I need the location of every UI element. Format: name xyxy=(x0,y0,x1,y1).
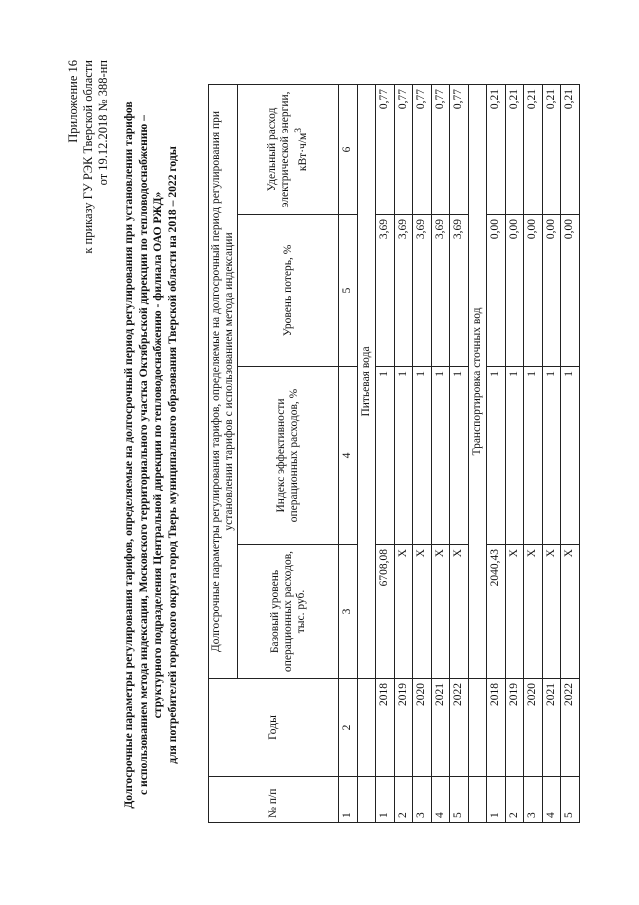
row-loss-level: 3,69 xyxy=(450,215,469,367)
row-base-opex: X xyxy=(394,545,413,679)
header-base-opex: Базовый уровень операционных расходов, тыс. руб. xyxy=(238,545,339,679)
row-energy-consumption: 0,77 xyxy=(376,84,395,214)
header-efficiency-index: Индекс эффективности операционных расходов, % xyxy=(238,367,339,545)
row-year: 2019 xyxy=(394,679,413,777)
row-energy-consumption: 0,21 xyxy=(505,84,524,214)
row-energy-consumption: 0,21 xyxy=(524,84,543,214)
row-energy-consumption: 0,21 xyxy=(542,84,561,214)
row-energy-consumption: 0,77 xyxy=(394,84,413,214)
table-row xyxy=(376,84,395,822)
section-title: Питьевая вода xyxy=(357,84,376,678)
row-year: 2022 xyxy=(450,679,469,777)
section-empty-cell xyxy=(468,777,487,823)
row-number: 3 xyxy=(524,777,543,823)
appendix-order: к приказу ГУ РЭК Тверской области xyxy=(81,60,95,254)
table-row xyxy=(413,84,432,822)
numbering-cell: 1 xyxy=(339,777,358,823)
table-row xyxy=(431,84,450,822)
title-line-1: Долгосрочные параметры регулирования тарифов, определяемые на долгосрочный период регулирования при установлении тарифов xyxy=(122,101,135,809)
table-row xyxy=(561,84,580,822)
row-energy-consumption: 0,77 xyxy=(450,84,469,214)
table-row xyxy=(450,84,469,822)
appendix-header xyxy=(66,60,111,254)
row-base-opex: 2040,43 xyxy=(487,545,506,679)
row-base-opex: X xyxy=(561,545,580,679)
header-energy-consumption xyxy=(238,84,339,214)
table-row xyxy=(524,84,543,822)
title-line-4: для потребителей городского округа город Тверь муниципального образования Тверской области на 2018 – 2022 годы xyxy=(165,146,179,764)
row-year: 2021 xyxy=(431,679,450,777)
row-base-opex: X xyxy=(542,545,561,679)
table-row xyxy=(487,84,506,822)
row-energy-consumption: 0,21 xyxy=(487,84,506,214)
section-title: Транспортировка сточных вод xyxy=(468,84,487,678)
header-loss-level: Уровень потерь, % xyxy=(238,215,339,367)
row-year: 2018 xyxy=(376,679,395,777)
numbering-cell: 5 xyxy=(339,215,358,367)
header-energy-text: Удельный расход электрической энергии, кВт·ч/м xyxy=(266,91,309,208)
numbering-row xyxy=(339,84,358,822)
document-title xyxy=(122,75,180,835)
row-loss-level: 0,00 xyxy=(524,215,543,367)
row-efficiency-index: 1 xyxy=(431,367,450,545)
row-number: 2 xyxy=(394,777,413,823)
row-number: 4 xyxy=(542,777,561,823)
title-line-2: с использованием метода индексации, Московского территориального участка Октябрьской дирекции по тепловодоснабжению – xyxy=(136,115,150,795)
row-efficiency-index: 1 xyxy=(450,367,469,545)
row-efficiency-index: 1 xyxy=(561,367,580,545)
table-body xyxy=(209,84,580,822)
row-efficiency-index: 1 xyxy=(542,367,561,545)
row-loss-level: 0,00 xyxy=(561,215,580,367)
table-row xyxy=(542,84,561,822)
numbering-cell: 3 xyxy=(339,545,358,679)
header-group: Долгосрочные параметры регулирования тарифов, определяемые на долгосрочный период регулирования при установлении тарифов с использованием метода индексации xyxy=(209,84,238,678)
row-efficiency-index: 1 xyxy=(487,367,506,545)
numbering-cell: 2 xyxy=(339,679,358,777)
row-loss-level: 0,00 xyxy=(505,215,524,367)
appendix-date: от 19.12.2018 № 388-нп xyxy=(96,60,110,186)
row-number: 5 xyxy=(561,777,580,823)
header-num: № п/п xyxy=(209,777,339,823)
row-energy-consumption: 0,21 xyxy=(561,84,580,214)
row-base-opex: X xyxy=(505,545,524,679)
header-energy-superscript: 3 xyxy=(293,127,305,133)
row-loss-level: 0,00 xyxy=(542,215,561,367)
row-efficiency-index: 1 xyxy=(524,367,543,545)
title-line-3: структурного подразделения Центральной дирекции по тепловодоснабжению - филиала ОАО РЖД» xyxy=(151,191,165,719)
row-year: 2020 xyxy=(524,679,543,777)
appendix-number: Приложение 16 xyxy=(66,60,80,143)
row-number: 1 xyxy=(487,777,506,823)
row-number: 2 xyxy=(505,777,524,823)
section-empty-cell xyxy=(468,679,487,777)
tariff-parameters-table xyxy=(208,84,580,823)
section-header-row xyxy=(357,84,376,822)
row-number: 1 xyxy=(376,777,395,823)
section-header-row xyxy=(468,84,487,822)
numbering-cell: 4 xyxy=(339,367,358,545)
row-number: 4 xyxy=(431,777,450,823)
section-empty-cell xyxy=(357,777,376,823)
row-year: 2019 xyxy=(505,679,524,777)
row-year: 2018 xyxy=(487,679,506,777)
row-efficiency-index: 1 xyxy=(505,367,524,545)
numbering-cell: 6 xyxy=(339,84,358,214)
row-loss-level: 3,69 xyxy=(431,215,450,367)
row-efficiency-index: 1 xyxy=(413,367,432,545)
row-number: 5 xyxy=(450,777,469,823)
row-energy-consumption: 0,77 xyxy=(431,84,450,214)
section-empty-cell xyxy=(357,679,376,777)
row-base-opex: X xyxy=(524,545,543,679)
row-year: 2020 xyxy=(413,679,432,777)
row-loss-level: 0,00 xyxy=(487,215,506,367)
row-energy-consumption: 0,77 xyxy=(413,84,432,214)
row-loss-level: 3,69 xyxy=(376,215,395,367)
row-number: 3 xyxy=(413,777,432,823)
row-efficiency-index: 1 xyxy=(376,367,395,545)
table-row xyxy=(505,84,524,822)
row-base-opex: X xyxy=(413,545,432,679)
row-base-opex: X xyxy=(431,545,450,679)
row-year: 2022 xyxy=(561,679,580,777)
row-loss-level: 3,69 xyxy=(394,215,413,367)
header-year: Годы xyxy=(209,679,339,777)
table-row xyxy=(394,84,413,822)
row-loss-level: 3,69 xyxy=(413,215,432,367)
row-base-opex: 6708,08 xyxy=(376,545,395,679)
row-year: 2021 xyxy=(542,679,561,777)
row-efficiency-index: 1 xyxy=(394,367,413,545)
row-base-opex: X xyxy=(450,545,469,679)
header-row-1 xyxy=(209,84,238,822)
